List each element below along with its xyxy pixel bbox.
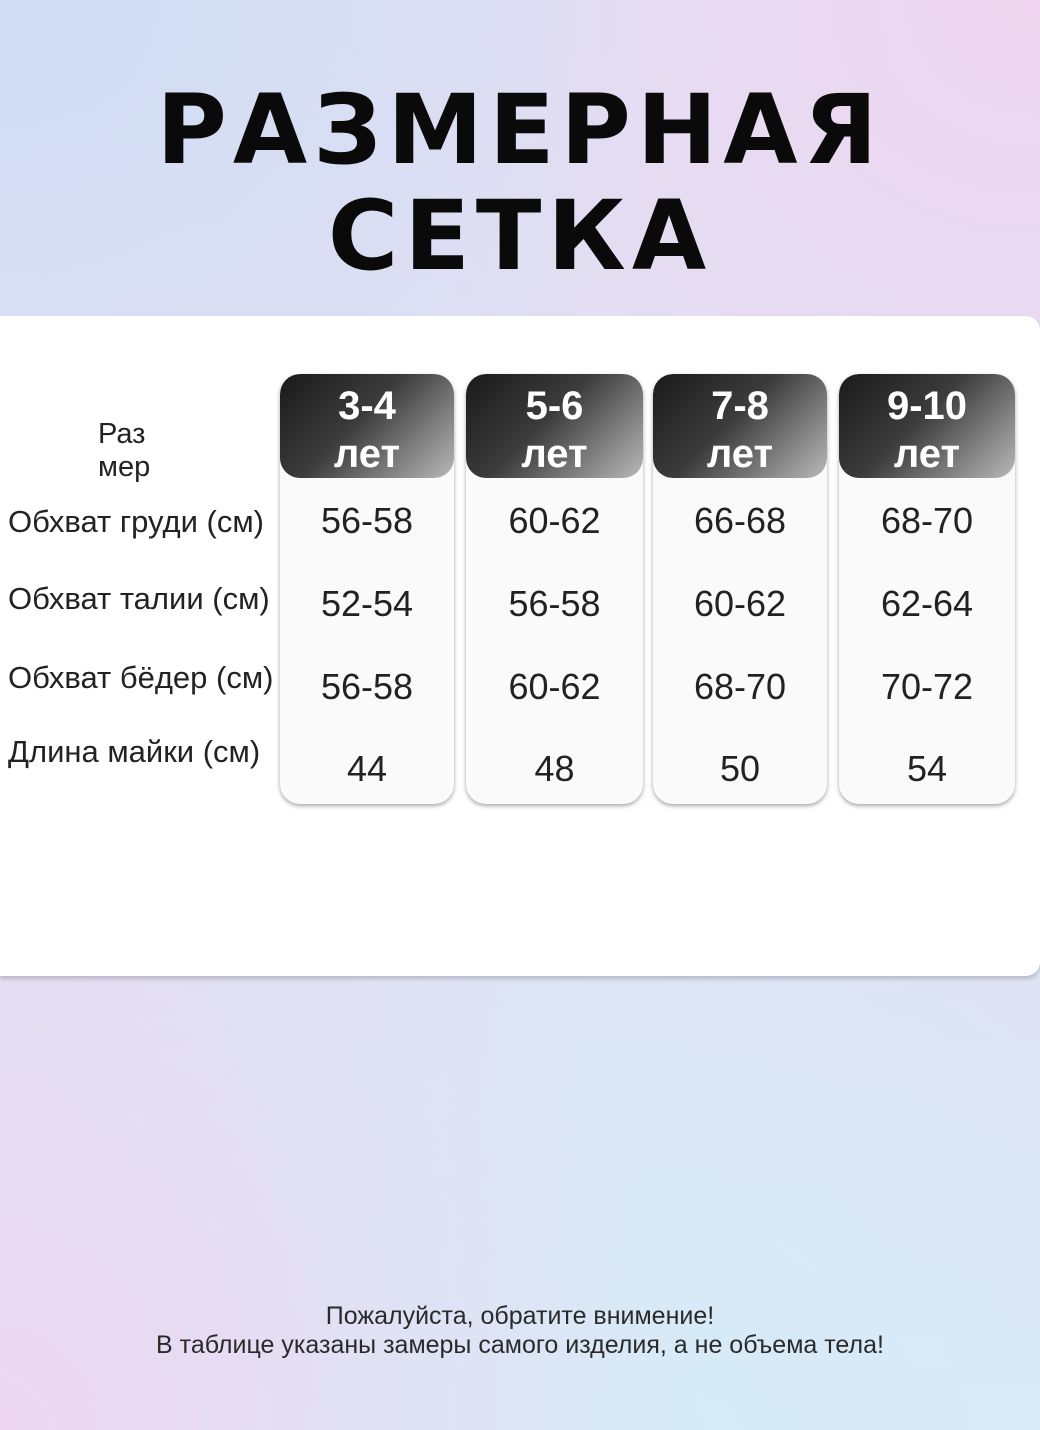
size-column-header [839, 374, 1015, 478]
size-range: 5-6 [525, 384, 584, 428]
size-label-line: мер [98, 451, 151, 483]
size-column [466, 374, 643, 804]
size-unit: лет [706, 432, 774, 476]
row-label-waist: Обхват талии (см) [8, 581, 270, 616]
table-cell: 48 [534, 748, 575, 789]
table-cell: 68-70 [693, 666, 787, 707]
row-label-length: Длина майки (см) [8, 734, 261, 769]
table-cell: 56-58 [320, 500, 414, 541]
notice-line: Пожалуйста, обратите внимение! [325, 1302, 715, 1330]
table-cell: 44 [346, 748, 388, 789]
size-column [653, 374, 827, 804]
table-cell: 54 [906, 748, 948, 789]
size-column-header [280, 374, 454, 478]
size-unit: лет [333, 432, 401, 476]
size-unit: лет [893, 432, 961, 476]
size-column-header [653, 374, 827, 478]
row-label-hips: Обхват бёдер (см) [8, 660, 274, 695]
table-cell: 60-62 [508, 666, 601, 707]
size-column-header [466, 374, 643, 478]
size-range: 7-8 [711, 384, 769, 428]
table-cell: 66-68 [693, 500, 787, 541]
size-range: 3-4 [338, 384, 396, 428]
table-cell: 60-62 [693, 583, 787, 624]
size-column [280, 374, 454, 804]
table-cell: 68-70 [880, 500, 974, 541]
size-label-line: Раз [98, 418, 146, 450]
table-cell: 60-62 [508, 500, 601, 541]
size-range: 9-10 [886, 384, 968, 428]
table-cell: 56-58 [508, 583, 601, 624]
size-label [98, 418, 150, 484]
table-cell: 70-72 [880, 666, 974, 707]
page-title: РАЗМЕРНАЯ СЕТКА [156, 74, 884, 292]
table-cell: 52-54 [320, 583, 414, 624]
size-column [839, 374, 1015, 804]
row-label-chest: Обхват груди (см) [8, 504, 264, 539]
table-cell: 56-58 [320, 666, 414, 707]
notice-line: В таблице указаны замеры самого изделия, а не объема тела! [156, 1331, 884, 1359]
size-unit: лет [521, 432, 588, 476]
table-cell: 62-64 [880, 583, 974, 624]
table-cell: 50 [719, 748, 761, 789]
